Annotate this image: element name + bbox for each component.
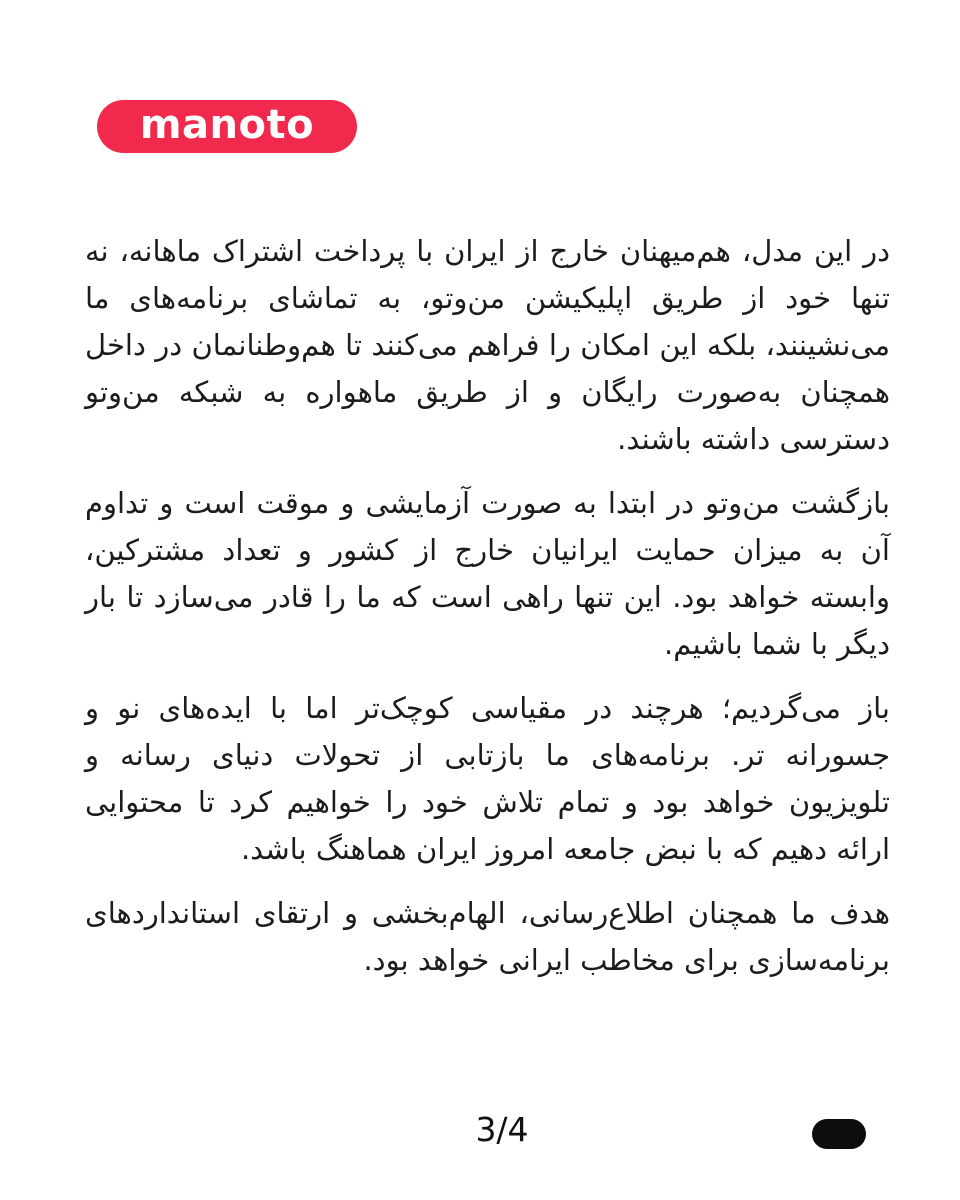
black-pill-decoration <box>812 1119 866 1149</box>
article-paragraph: باز می‌گردیم؛ هرچند در مقیاسی کوچک‌تر اما با ایده‌های نو و جسورانه تر. برنامه‌های ما بازتابی از تحولات دنیای رسانه و تلویزیون خواهد بود و تمام تلاش خود را خواهیم کرد تا محتوایی ارائه دهیم که با نبض جامعه امروز ایران هماهنگ باشد. <box>85 691 890 866</box>
article-paragraph: بازگشت من‌وتو در ابتدا به صورت آزمایشی و موقت است و تداوم آن به میزان حمایت ایرانیان خارج از کشور و تعداد مشترکین، وابسته خواهد بود. این تنها راهی است که ما را قادر می‌سازد تا بار دیگر با شما باشیم. <box>85 486 890 661</box>
manoto-logo-text: manoto <box>139 101 315 148</box>
article-paragraph: هدف ما همچنان اطلاع‌رسانی، الهام‌بخشی و ارتقای استانداردهای برنامه‌سازی برای مخاطب ایرانی خواهد بود. <box>85 896 890 977</box>
article-text <box>85 228 890 984</box>
article-paragraph: در این مدل، هم‌میهنان خارج از ایران با پرداخت اشتراک ماهانه، نه تنها خود از طریق اپلیکیشن من‌وتو، به تماشای برنامه‌های ما می‌نشینند، بلکه این امکان را فراهم می‌کنند تا هم‌وطنانمان در داخل همچنان به‌صورت رایگان و از طریق ماهواره به شبکه من‌وتو دسترسی داشته باشند. <box>85 234 890 456</box>
manoto-logo <box>97 100 357 153</box>
page-indicator: 3/4 <box>475 1110 529 1149</box>
